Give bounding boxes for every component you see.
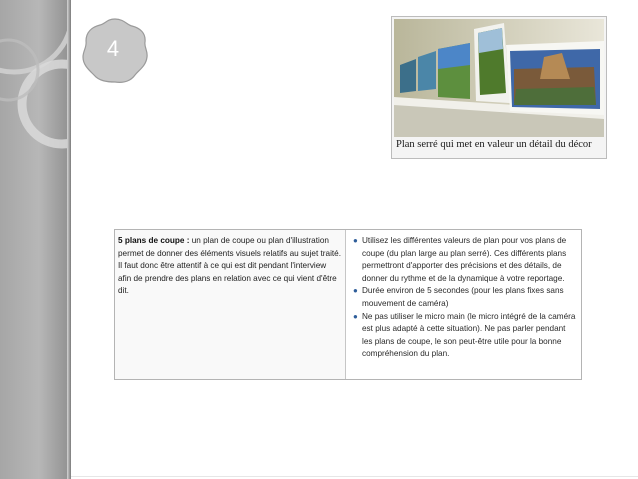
- bullet-icon: ●: [353, 236, 358, 245]
- list-item-text: Ne pas utiliser le micro main (le micro intégré de la caméra est plus adapté à cette situation). Ne pas parler pendant les plans de coupe, le son peut-être utile pour la bonne compréhension du plan.: [362, 311, 576, 359]
- table-cell-description: [115, 230, 346, 379]
- postcards-photo: [394, 19, 604, 137]
- bullet-icon: ●: [353, 286, 358, 296]
- side-band-edge: [67, 0, 71, 479]
- list-item-text: Utilisez les différentes valeurs de plan pour vos plans de coupe (du plan large au plan serré). Ces différents plans permettront d'apporter des précisions et des détails, de donner du rythme et de la dynamique à votre reportage.: [362, 236, 567, 283]
- list-item-text: Durée environ de 5 secondes (pour les plans fixes sans mouvement de caméra): [362, 286, 564, 308]
- section-description: un plan de coupe ou plan d'illustration permet de donner des éléments visuels relatifs au sujet traité. Il faut donc être attentif à ce qui est dit pendant l'interview afin de prendre des plans en relation avec ce qui vient d'être dit.: [118, 236, 341, 296]
- photo-caption: Plan serré qui met en valeur un détail du décor: [396, 139, 592, 150]
- tips-list: [352, 235, 577, 361]
- slide-number: 4: [106, 36, 120, 61]
- section-term: 5 plans de coupe :: [118, 236, 190, 245]
- decorative-side-band: [0, 0, 71, 479]
- list-item: [352, 311, 577, 361]
- info-table: [114, 229, 582, 380]
- bullet-icon: ●: [353, 311, 358, 321]
- table-cell-tips: [346, 230, 581, 379]
- decorative-circles: [0, 0, 71, 479]
- photo-figure: [391, 16, 607, 159]
- list-item: [352, 285, 577, 310]
- bottom-divider: [71, 476, 638, 477]
- list-item: [352, 235, 577, 285]
